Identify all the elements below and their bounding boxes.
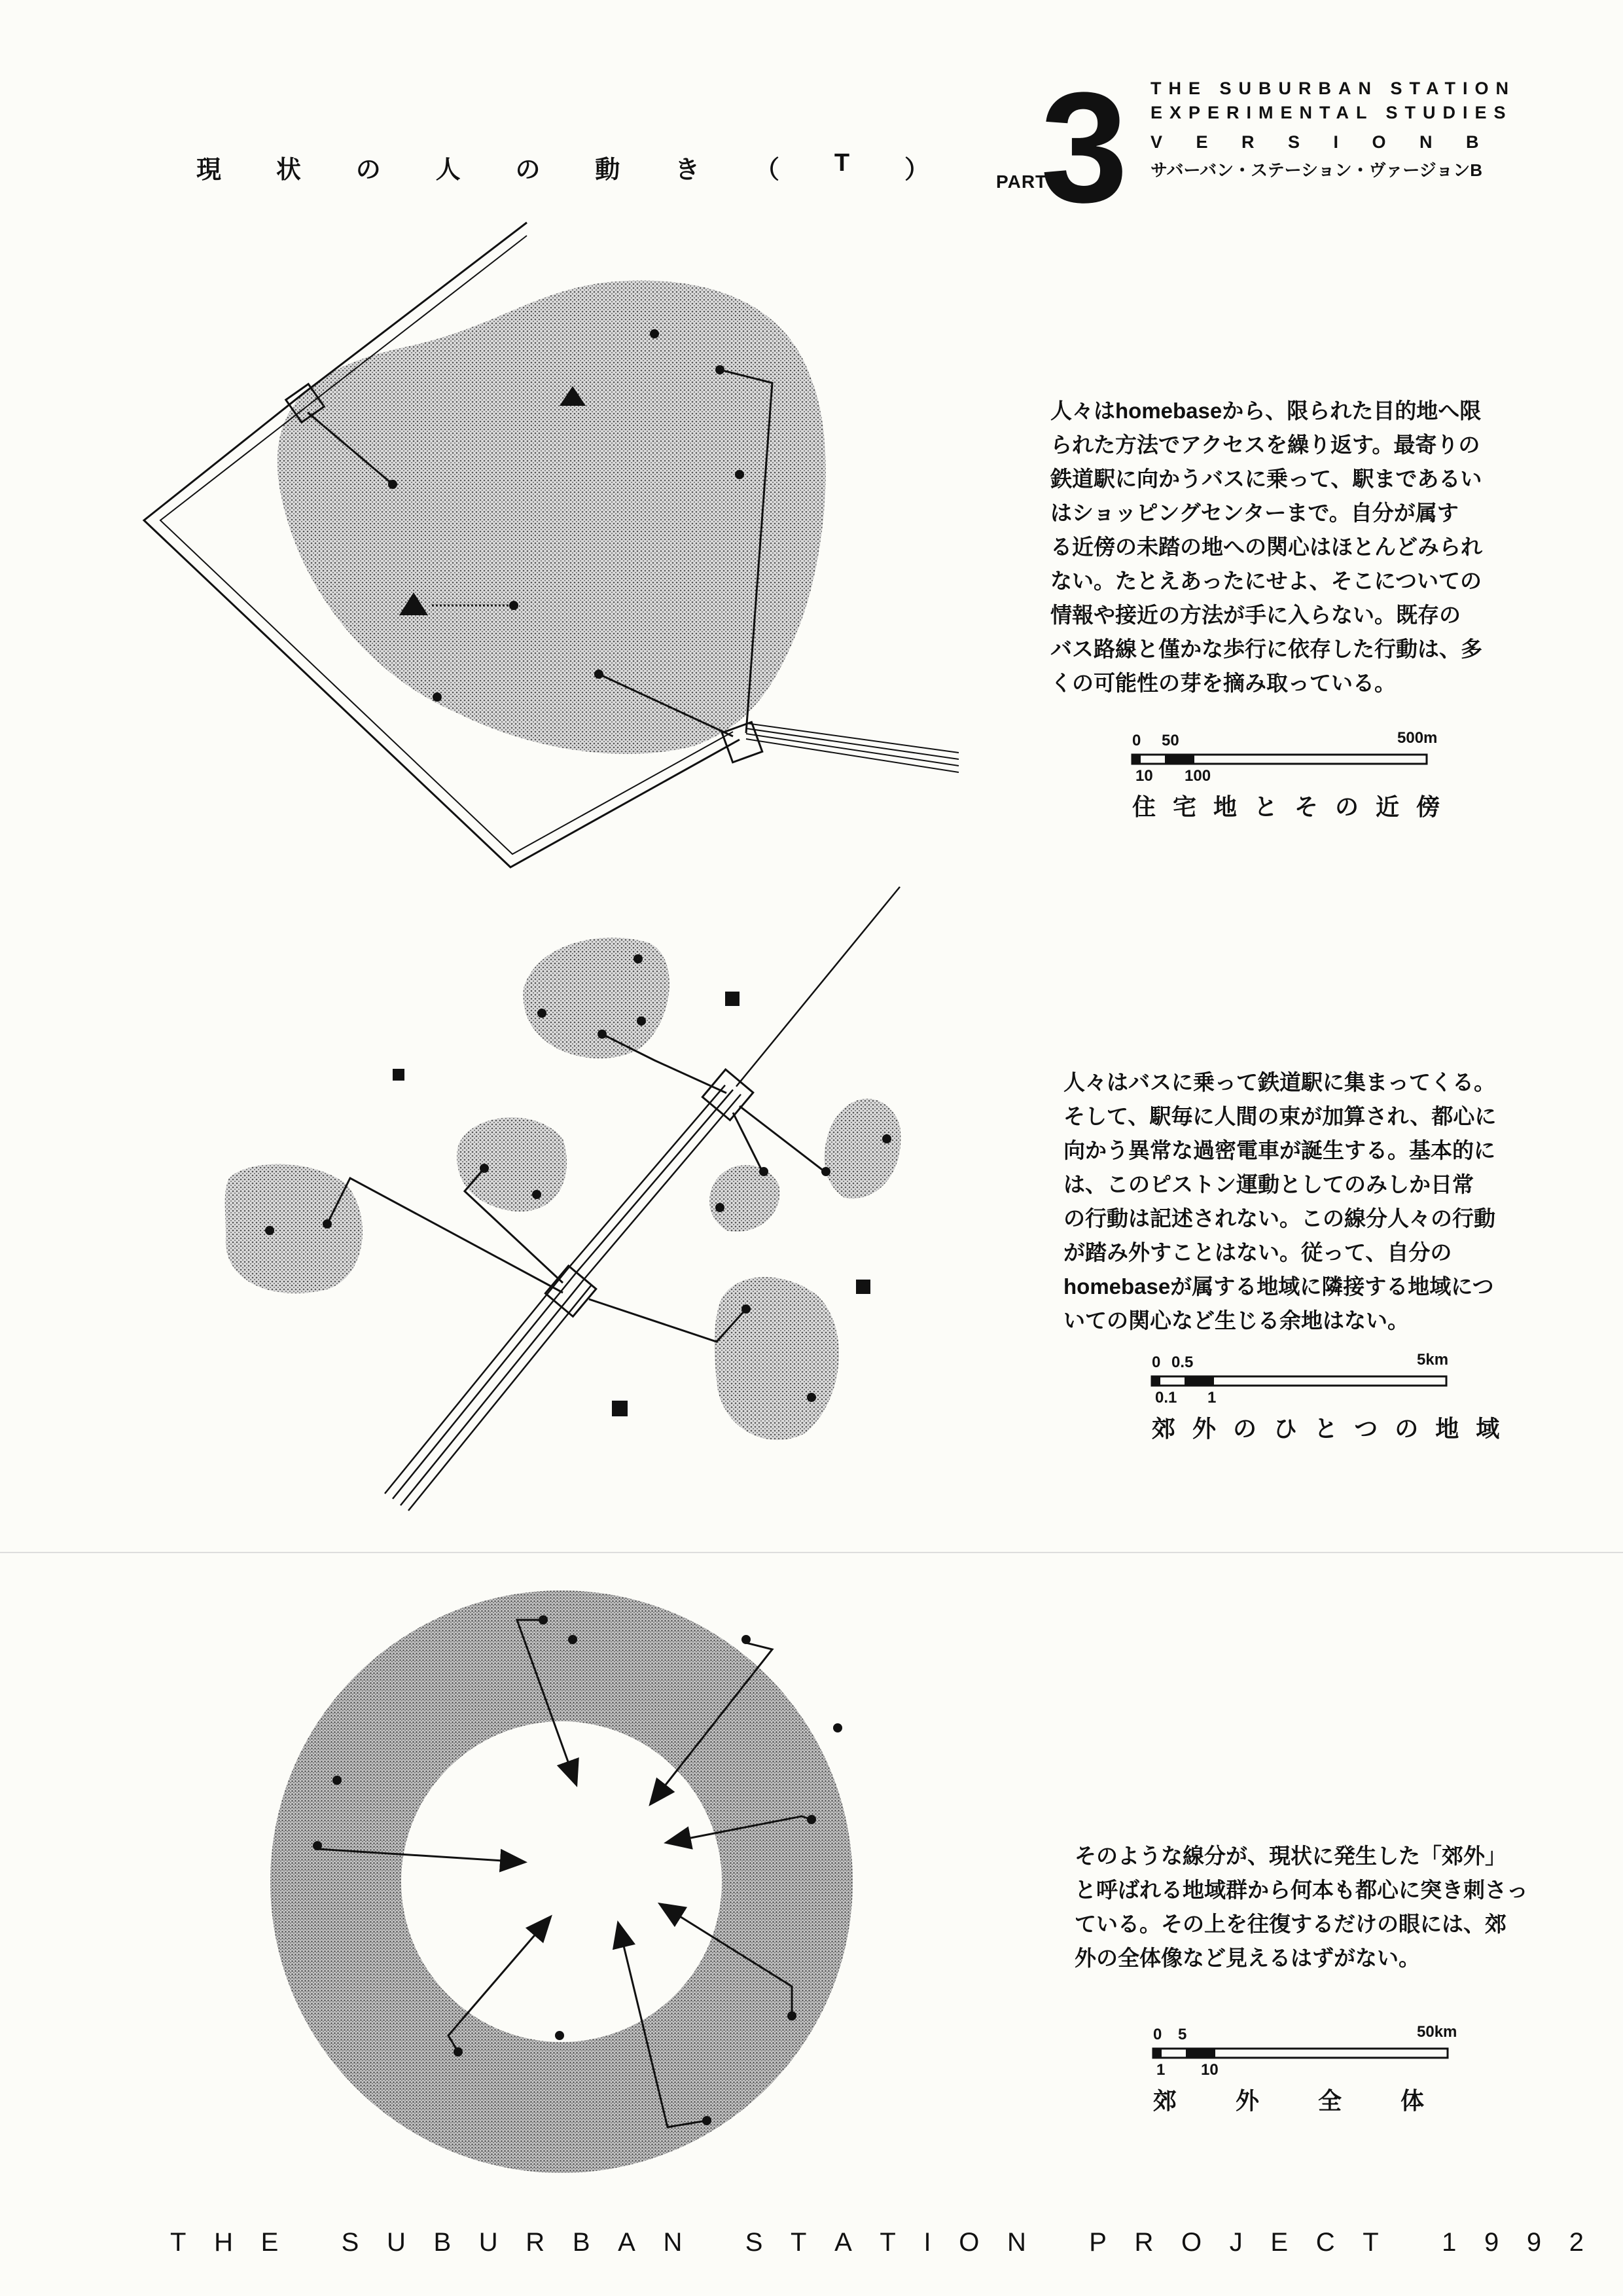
footer-char	[1054, 2228, 1061, 2257]
section-3-paragraph	[1075, 1839, 1528, 1975]
part-number: 3	[1041, 60, 1128, 235]
page-title-char: （	[755, 156, 780, 184]
footer-char: S	[341, 2228, 359, 2257]
footer-char	[710, 2228, 717, 2257]
series-title-line-3: V E R S I O N B	[1150, 132, 1493, 152]
paragraph-line: と呼ばれる地域群から何本も都心に突き刺さっ	[1075, 1878, 1528, 1902]
footer-char: E	[1270, 2228, 1289, 2257]
section-3-caption: 郊外全体	[1153, 2087, 1484, 2114]
footer-char: A	[834, 2228, 852, 2257]
series-title-line-2: EXPERIMENTAL STUDIES	[1150, 103, 1513, 122]
footer-char: J	[1229, 2228, 1243, 2257]
footer-char: I	[923, 2228, 931, 2257]
footer-char: A	[618, 2228, 635, 2257]
paragraph-line: そして、駅毎に人間の束が加算され、都心に	[1063, 1104, 1497, 1128]
footer-char: 9	[1526, 2228, 1542, 2257]
section-1-caption: 住宅地とその近傍	[1132, 793, 1457, 820]
footer-char: T	[880, 2228, 896, 2257]
scale-2-top-left: 0	[1152, 1354, 1161, 1371]
footer-char: T	[170, 2228, 187, 2257]
footer-char: R	[526, 2228, 545, 2257]
paragraph-line: 情報や接近の方法が手に入らない。既存の	[1050, 603, 1461, 627]
paragraph-line: の行動は記述されない。この線分人々の行動	[1063, 1206, 1495, 1230]
page-title-char: 現	[196, 156, 222, 184]
diagram-neighborhood	[144, 223, 959, 867]
footer-char: T	[1363, 2228, 1379, 2257]
paragraph-line: ない。たとえあったにせよ、そこについての	[1050, 569, 1482, 593]
footer-char: N	[663, 2228, 683, 2257]
scale-1-bottom-mid: 100	[1185, 767, 1211, 785]
paragraph-line: 人々はバスに乗って鉄道駅に集まってくる。	[1063, 1070, 1495, 1094]
page-title-char: の	[515, 156, 541, 184]
paragraph-line: は、このピストン運動としてのみしか日常	[1063, 1172, 1474, 1196]
scale-3-top-right: 50km	[1417, 2023, 1457, 2041]
scale-1-top-left: 0	[1132, 732, 1141, 749]
footer-char	[1406, 2228, 1414, 2257]
part-label: PART	[996, 171, 1048, 192]
footer-char: O	[959, 2228, 980, 2257]
paragraph-line: る近傍の未踏の地への関心はほとんどみられ	[1050, 535, 1482, 559]
diagram-region	[225, 887, 901, 1511]
footer-project-title	[170, 2228, 1584, 2257]
footer-char: 9	[1484, 2228, 1499, 2257]
paragraph-line: バス路線と僅かな歩行に依存した行動は、多	[1050, 637, 1482, 661]
page-title-char: き	[675, 156, 700, 184]
footer-char: P	[1089, 2228, 1107, 2257]
scale-3-bottom-left: 1	[1156, 2061, 1166, 2079]
scale-bar-2	[1152, 1376, 1446, 1386]
page-title-char: 状	[276, 156, 301, 184]
footer-char	[306, 2228, 313, 2257]
paragraph-line: 鉄道駅に向かうバスに乗って、駅まであるい	[1050, 467, 1482, 491]
footer-char: N	[1007, 2228, 1026, 2257]
scale-bar-3	[1153, 2049, 1448, 2058]
footer-char: U	[386, 2228, 406, 2257]
scale-2-top-right: 5km	[1417, 1351, 1449, 1369]
footer-char: U	[478, 2228, 498, 2257]
section-2-paragraph	[1063, 1066, 1496, 1338]
page-title-char: の	[355, 156, 381, 184]
page-title-char: 動	[595, 156, 620, 184]
diagram-whole-suburbs	[270, 1590, 853, 2173]
paragraph-line: 人々はhomebaseから、限られた目的地へ限	[1050, 399, 1482, 423]
scale-1-top-mid: 50	[1162, 732, 1179, 749]
page-title-char: T	[834, 149, 850, 177]
paragraph-line: られた方法でアクセスを繰り返す。最寄りの	[1050, 433, 1480, 457]
scale-1-top-right: 500m	[1397, 729, 1438, 747]
city-center	[401, 1721, 722, 2042]
scale-2-bottom-mid: 1	[1207, 1389, 1217, 1407]
section-2-caption: 郊外のひとつの地域	[1152, 1415, 1517, 1442]
paragraph-line: いての関心など生じる余地はない。	[1063, 1308, 1409, 1333]
scale-3-top-mid: 5	[1178, 2026, 1187, 2043]
footer-char: 1	[1442, 2228, 1457, 2257]
scale-3-bottom-mid: 10	[1201, 2061, 1219, 2079]
page-title-char: 人	[435, 156, 461, 184]
footer-char: O	[1181, 2228, 1202, 2257]
section-1-paragraph	[1050, 394, 1482, 700]
scale-2-top-mid: 0.5	[1171, 1354, 1194, 1371]
page-title-char: ）	[904, 156, 929, 184]
paragraph-line: くの可能性の芽を摘み取っている。	[1050, 671, 1396, 695]
series-title-line-4: サバーバン・ステーション・ヴァージョンB	[1150, 160, 1483, 180]
series-title-line-1: THE SUBURBAN STATION	[1150, 79, 1516, 98]
paragraph-line: はショッピングセンターまで。自分が属す	[1050, 501, 1459, 525]
footer-char: H	[214, 2228, 233, 2257]
footer-char: B	[572, 2228, 590, 2257]
paragraph-line: 外の全体像など見えるはずがない。	[1075, 1946, 1420, 1970]
paragraph-line: が踏み外すことはない。従って、自分の	[1063, 1240, 1452, 1265]
scale-3-top-left: 0	[1153, 2026, 1162, 2043]
railway-lines	[746, 723, 959, 772]
footer-char: S	[745, 2228, 763, 2257]
paragraph-line: そのような線分が、現状に発生した「郊外」	[1075, 1844, 1507, 1868]
scale-2-bottom-left: 0.1	[1155, 1389, 1177, 1407]
footer-char: B	[433, 2228, 452, 2257]
paragraph-line: 向かう異常な過密電車が誕生する。基本的に	[1063, 1138, 1495, 1162]
paragraph-line: homebaseが属する地域に隣接する地域につ	[1063, 1274, 1494, 1299]
footer-char: R	[1134, 2228, 1154, 2257]
footer-char: T	[791, 2228, 807, 2257]
footer-char: C	[1315, 2228, 1335, 2257]
footer-char: 2	[1569, 2228, 1584, 2257]
scale-bar-1	[1132, 755, 1427, 764]
paragraph-line: ている。その上を往復するだけの眼には、郊	[1075, 1912, 1507, 1936]
scale-1-bottom-left: 10	[1135, 767, 1153, 785]
footer-char: E	[260, 2228, 279, 2257]
